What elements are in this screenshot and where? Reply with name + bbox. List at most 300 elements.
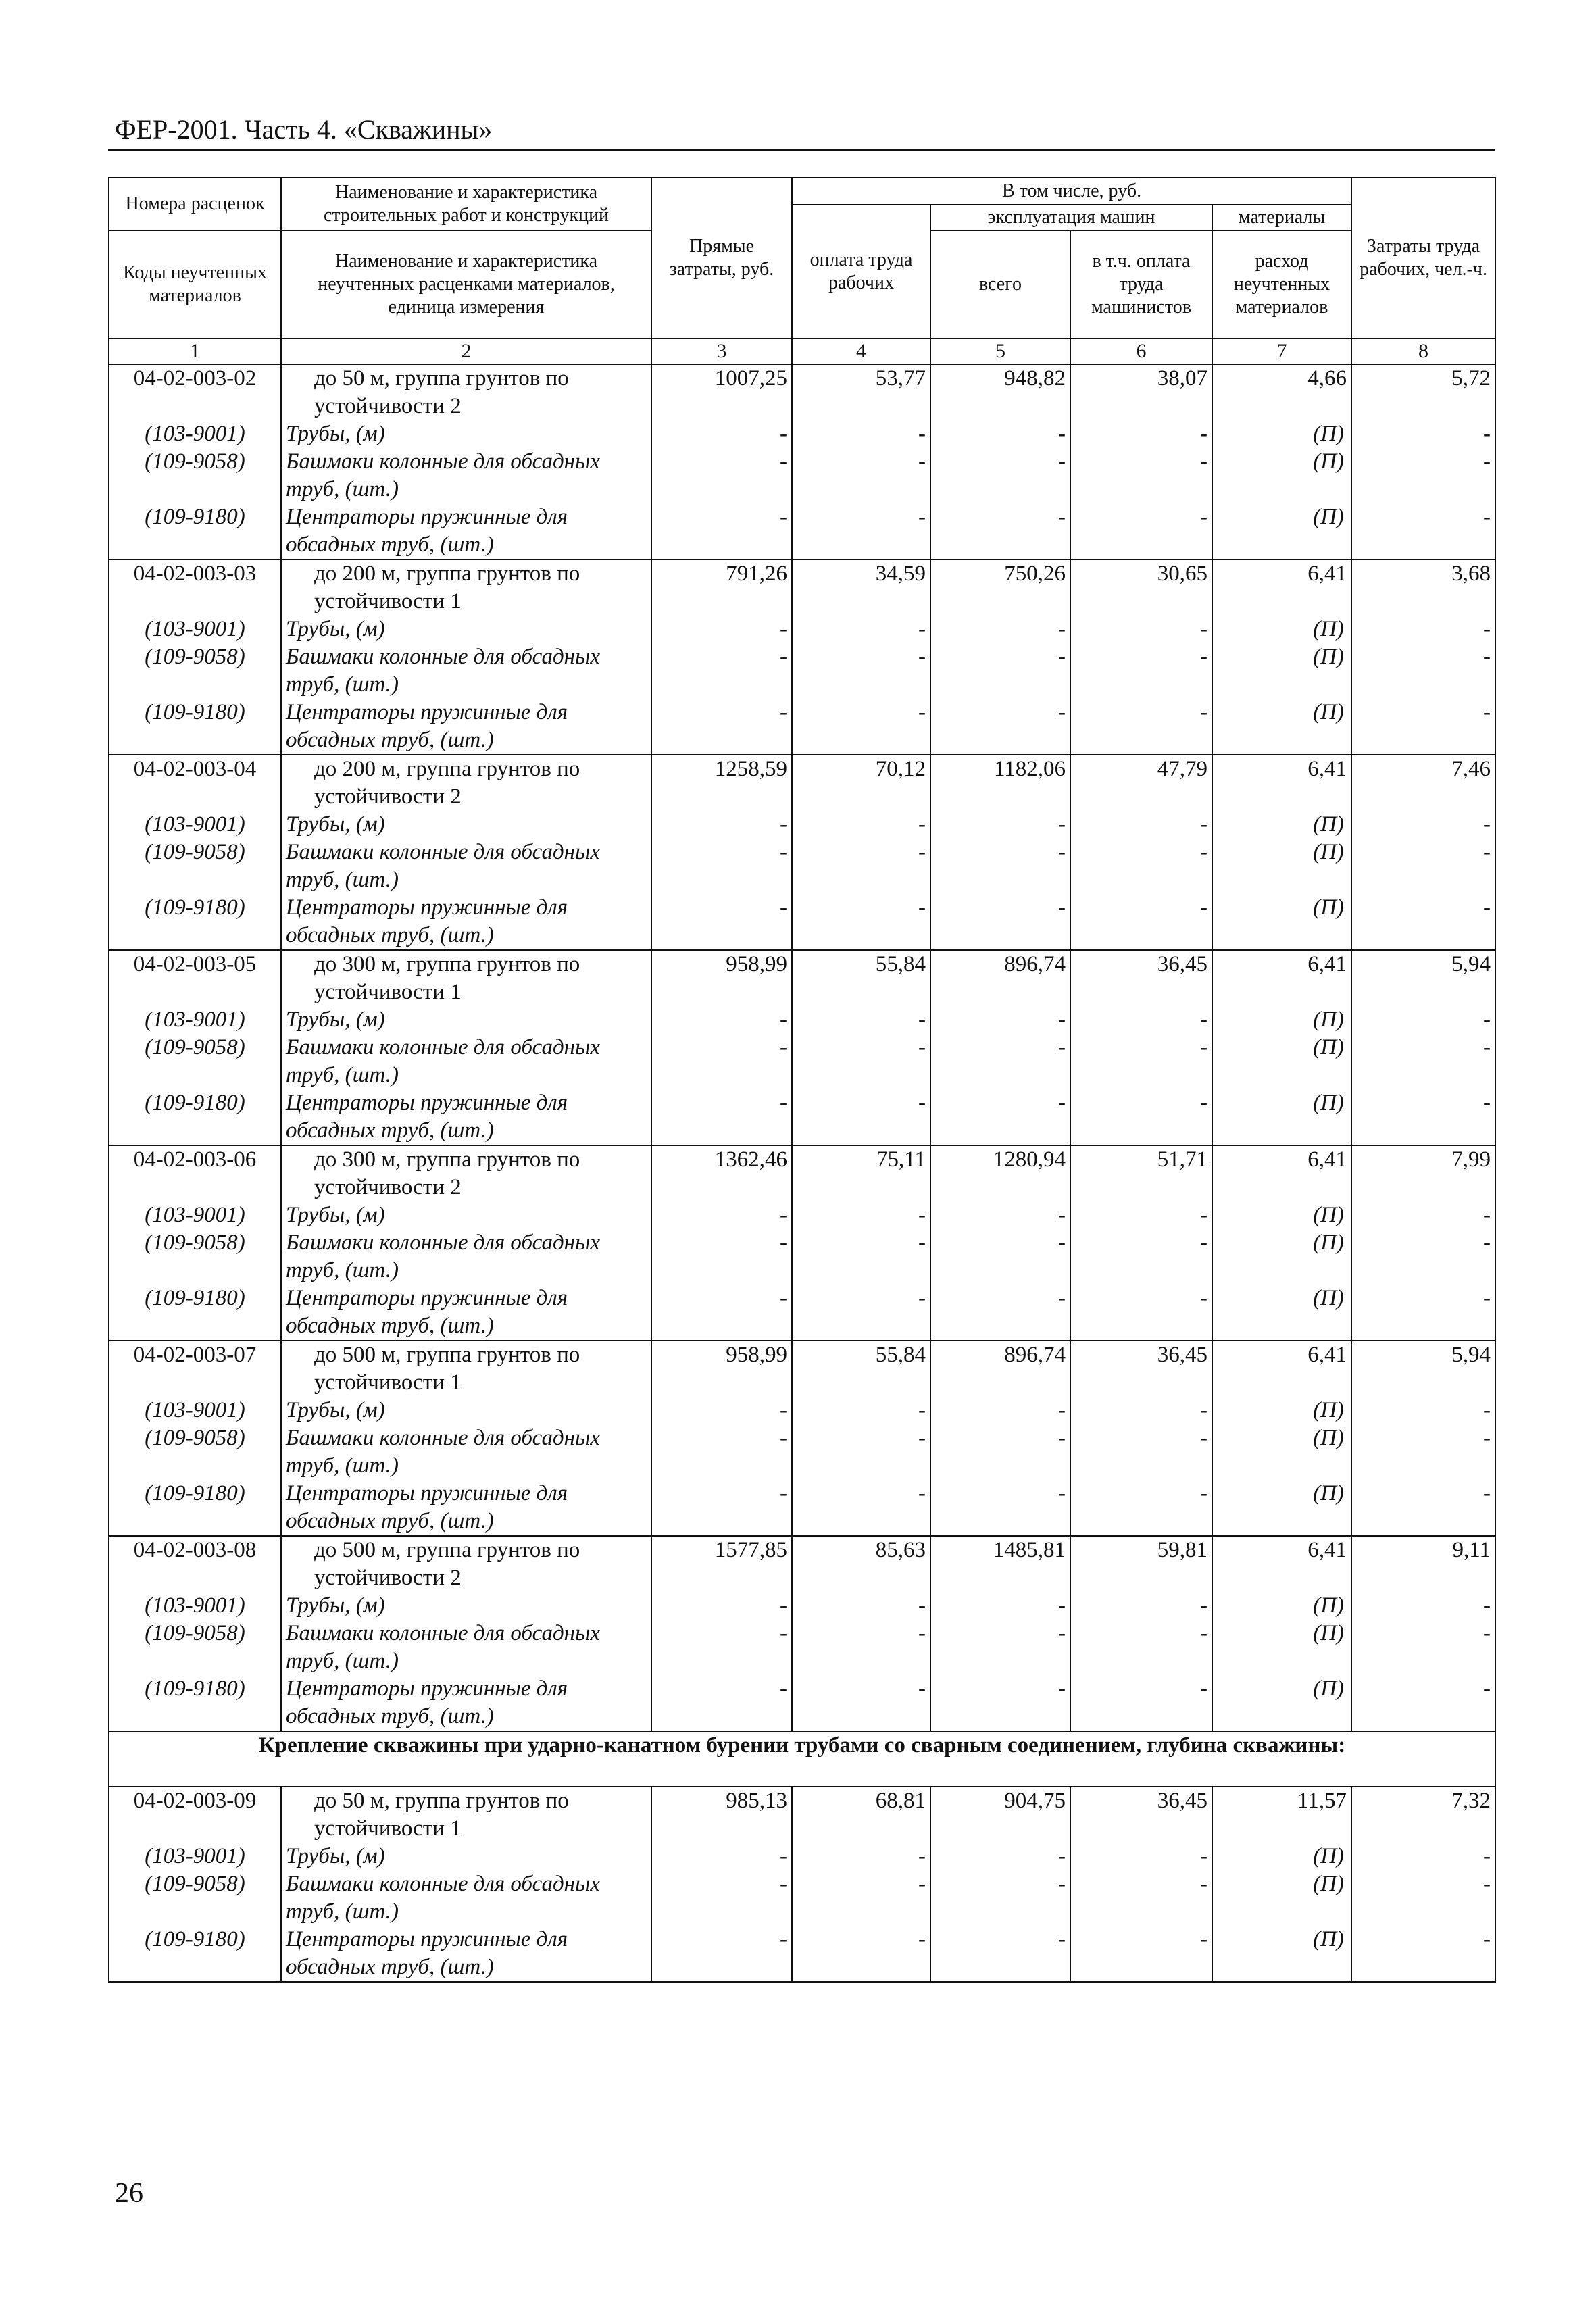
material-code: (103-9001) bbox=[109, 1397, 281, 1424]
worker-pay: 53,77 bbox=[792, 364, 930, 420]
machine-total: 896,74 bbox=[930, 950, 1070, 1006]
table-body bbox=[109, 364, 1495, 1982]
material-mark: (П) bbox=[1212, 1926, 1351, 1982]
rate-row bbox=[109, 950, 1495, 1006]
empty-value: - bbox=[1070, 1285, 1212, 1341]
material-consumption: 6,41 bbox=[1212, 950, 1351, 1006]
material-consumption: 6,41 bbox=[1212, 559, 1351, 616]
machinist-pay: 36,45 bbox=[1070, 1341, 1212, 1397]
empty-value: - bbox=[1070, 448, 1212, 503]
work-name: до 500 м, группа грунтов по устойчивости 1 bbox=[281, 1341, 651, 1397]
empty-value: - bbox=[651, 1480, 792, 1536]
empty-value: - bbox=[651, 1034, 792, 1089]
empty-value: - bbox=[1351, 1397, 1495, 1424]
rate-code: 04-02-003-07 bbox=[109, 1341, 281, 1397]
empty-value: - bbox=[651, 448, 792, 503]
material-row bbox=[109, 1424, 1495, 1480]
material-consumption: 6,41 bbox=[1212, 755, 1351, 811]
section-title-row bbox=[109, 1731, 1495, 1787]
material-code: (109-9180) bbox=[109, 1089, 281, 1145]
empty-value: - bbox=[651, 643, 792, 699]
header-machine-total: всего bbox=[930, 230, 1070, 339]
empty-value: - bbox=[930, 1480, 1070, 1536]
direct-costs: 1577,85 bbox=[651, 1536, 792, 1592]
material-code: (109-9058) bbox=[109, 448, 281, 503]
empty-value: - bbox=[930, 1926, 1070, 1982]
empty-value: - bbox=[651, 1675, 792, 1731]
machinist-pay: 36,45 bbox=[1070, 950, 1212, 1006]
direct-costs: 791,26 bbox=[651, 559, 792, 616]
empty-value: - bbox=[792, 1870, 930, 1926]
column-number-row bbox=[109, 339, 1495, 364]
material-row bbox=[109, 503, 1495, 559]
empty-value: - bbox=[1351, 503, 1495, 559]
header-labor-hours: Затраты труда рабочих, чел.-ч. bbox=[1351, 178, 1495, 339]
worker-pay: 55,84 bbox=[792, 1341, 930, 1397]
empty-value: - bbox=[930, 699, 1070, 755]
material-name: Трубы, (м) bbox=[281, 616, 651, 643]
rate-code: 04-02-003-06 bbox=[109, 1145, 281, 1201]
column-number: 6 bbox=[1070, 339, 1212, 364]
header-material-names: Наименование и характеристика неучтенных расценками материалов, единица измерения bbox=[281, 230, 651, 339]
table-header bbox=[109, 178, 1495, 364]
worker-pay: 68,81 bbox=[792, 1787, 930, 1843]
material-code: (103-9001) bbox=[109, 1592, 281, 1620]
empty-value: - bbox=[792, 1592, 930, 1620]
material-code: (109-9058) bbox=[109, 1034, 281, 1089]
empty-value: - bbox=[930, 1843, 1070, 1870]
empty-value: - bbox=[1070, 1229, 1212, 1285]
empty-value: - bbox=[651, 503, 792, 559]
material-name: Башмаки колонные для обсадных труб, (шт.) bbox=[281, 1229, 651, 1285]
labor-hours: 3,68 bbox=[1351, 559, 1495, 616]
empty-value: - bbox=[1070, 1201, 1212, 1229]
labor-hours: 5,94 bbox=[1351, 1341, 1495, 1397]
empty-value: - bbox=[930, 1006, 1070, 1034]
header-materials: материалы bbox=[1212, 205, 1351, 230]
material-code: (103-9001) bbox=[109, 616, 281, 643]
direct-costs: 1007,25 bbox=[651, 364, 792, 420]
empty-value: - bbox=[930, 1424, 1070, 1480]
empty-value: - bbox=[930, 839, 1070, 894]
material-row bbox=[109, 811, 1495, 839]
empty-value: - bbox=[1070, 616, 1212, 643]
empty-value: - bbox=[1070, 1424, 1212, 1480]
empty-value: - bbox=[792, 1926, 930, 1982]
material-name: Башмаки колонные для обсадных труб, (шт.) bbox=[281, 839, 651, 894]
empty-value: - bbox=[1070, 1870, 1212, 1926]
empty-value: - bbox=[651, 1397, 792, 1424]
rate-code: 04-02-003-04 bbox=[109, 755, 281, 811]
material-mark: (П) bbox=[1212, 1480, 1351, 1536]
empty-value: - bbox=[792, 1620, 930, 1675]
empty-value: - bbox=[792, 1843, 930, 1870]
direct-costs: 958,99 bbox=[651, 950, 792, 1006]
column-number: 1 bbox=[109, 339, 281, 364]
labor-hours: 5,94 bbox=[1351, 950, 1495, 1006]
material-mark: (П) bbox=[1212, 839, 1351, 894]
header-direct-costs: Прямые затраты, руб. bbox=[651, 178, 792, 339]
section-title: Крепление скважины при ударно-канатном бурении трубами со сварным соединением, глубина скважины: bbox=[109, 1731, 1495, 1787]
machinist-pay: 38,07 bbox=[1070, 364, 1212, 420]
header-rate-numbers: Номера расценок bbox=[109, 178, 281, 230]
rate-row bbox=[109, 1341, 1495, 1397]
material-mark: (П) bbox=[1212, 1424, 1351, 1480]
material-row bbox=[109, 839, 1495, 894]
material-name: Трубы, (м) bbox=[281, 1201, 651, 1229]
material-mark: (П) bbox=[1212, 699, 1351, 755]
column-number: 7 bbox=[1212, 339, 1351, 364]
page-number: 26 bbox=[115, 2178, 143, 2209]
material-name: Трубы, (м) bbox=[281, 811, 651, 839]
work-name: до 50 м, группа грунтов по устойчивости 2 bbox=[281, 364, 651, 420]
empty-value: - bbox=[651, 1285, 792, 1341]
material-row bbox=[109, 1480, 1495, 1536]
material-code: (109-9180) bbox=[109, 894, 281, 950]
column-number: 3 bbox=[651, 339, 792, 364]
empty-value: - bbox=[792, 1089, 930, 1145]
material-code: (109-9058) bbox=[109, 1620, 281, 1675]
material-code: (109-9058) bbox=[109, 643, 281, 699]
empty-value: - bbox=[1351, 699, 1495, 755]
material-name: Центраторы пружинные для обсадных труб, (шт.) bbox=[281, 1089, 651, 1145]
empty-value: - bbox=[1351, 1843, 1495, 1870]
empty-value: - bbox=[651, 1229, 792, 1285]
empty-value: - bbox=[651, 894, 792, 950]
empty-value: - bbox=[1070, 1926, 1212, 1982]
direct-costs: 1362,46 bbox=[651, 1145, 792, 1201]
material-name: Башмаки колонные для обсадных труб, (шт.) bbox=[281, 1424, 651, 1480]
empty-value: - bbox=[1070, 699, 1212, 755]
header-including: В том числе, руб. bbox=[792, 178, 1351, 205]
material-mark: (П) bbox=[1212, 643, 1351, 699]
material-row bbox=[109, 1397, 1495, 1424]
work-name: до 50 м, группа грунтов по устойчивости 1 bbox=[281, 1787, 651, 1843]
empty-value: - bbox=[1351, 420, 1495, 448]
empty-value: - bbox=[1351, 1592, 1495, 1620]
empty-value: - bbox=[792, 1675, 930, 1731]
rate-row bbox=[109, 1787, 1495, 1843]
empty-value: - bbox=[1351, 1424, 1495, 1480]
material-mark: (П) bbox=[1212, 503, 1351, 559]
empty-value: - bbox=[651, 699, 792, 755]
material-code: (103-9001) bbox=[109, 811, 281, 839]
empty-value: - bbox=[1351, 894, 1495, 950]
machine-total: 948,82 bbox=[930, 364, 1070, 420]
material-name: Центраторы пружинные для обсадных труб, (шт.) bbox=[281, 1285, 651, 1341]
empty-value: - bbox=[651, 1424, 792, 1480]
material-mark: (П) bbox=[1212, 1675, 1351, 1731]
empty-value: - bbox=[930, 1592, 1070, 1620]
empty-value: - bbox=[1351, 643, 1495, 699]
empty-value: - bbox=[1351, 1675, 1495, 1731]
column-number: 8 bbox=[1351, 339, 1495, 364]
empty-value: - bbox=[651, 1592, 792, 1620]
empty-value: - bbox=[792, 894, 930, 950]
machinist-pay: 47,79 bbox=[1070, 755, 1212, 811]
empty-value: - bbox=[651, 1006, 792, 1034]
material-row bbox=[109, 420, 1495, 448]
machine-total: 1280,94 bbox=[930, 1145, 1070, 1201]
material-row bbox=[109, 1870, 1495, 1926]
material-code: (103-9001) bbox=[109, 1843, 281, 1870]
empty-value: - bbox=[1351, 1285, 1495, 1341]
rate-code: 04-02-003-09 bbox=[109, 1787, 281, 1843]
material-code: (103-9001) bbox=[109, 1201, 281, 1229]
empty-value: - bbox=[930, 1870, 1070, 1926]
worker-pay: 70,12 bbox=[792, 755, 930, 811]
material-row bbox=[109, 1843, 1495, 1870]
material-mark: (П) bbox=[1212, 894, 1351, 950]
labor-hours: 7,46 bbox=[1351, 755, 1495, 811]
empty-value: - bbox=[1351, 811, 1495, 839]
material-consumption: 6,41 bbox=[1212, 1341, 1351, 1397]
material-code: (109-9180) bbox=[109, 1926, 281, 1982]
material-mark: (П) bbox=[1212, 616, 1351, 643]
material-code: (109-9058) bbox=[109, 1870, 281, 1926]
empty-value: - bbox=[792, 643, 930, 699]
empty-value: - bbox=[792, 811, 930, 839]
empty-value: - bbox=[792, 503, 930, 559]
empty-value: - bbox=[1070, 1034, 1212, 1089]
empty-value: - bbox=[1351, 1034, 1495, 1089]
machinist-pay: 36,45 bbox=[1070, 1787, 1212, 1843]
material-name: Башмаки колонные для обсадных труб, (шт.) bbox=[281, 643, 651, 699]
material-row bbox=[109, 448, 1495, 503]
empty-value: - bbox=[930, 1397, 1070, 1424]
empty-value: - bbox=[1070, 1592, 1212, 1620]
rate-code: 04-02-003-03 bbox=[109, 559, 281, 616]
empty-value: - bbox=[1351, 1480, 1495, 1536]
worker-pay: 55,84 bbox=[792, 950, 930, 1006]
empty-value: - bbox=[1351, 1006, 1495, 1034]
work-name: до 200 м, группа грунтов по устойчивости 2 bbox=[281, 755, 651, 811]
machine-total: 1485,81 bbox=[930, 1536, 1070, 1592]
empty-value: - bbox=[651, 811, 792, 839]
material-mark: (П) bbox=[1212, 811, 1351, 839]
empty-value: - bbox=[651, 1089, 792, 1145]
material-name: Трубы, (м) bbox=[281, 1843, 651, 1870]
material-name: Башмаки колонные для обсадных труб, (шт.) bbox=[281, 1870, 651, 1926]
worker-pay: 34,59 bbox=[792, 559, 930, 616]
direct-costs: 985,13 bbox=[651, 1787, 792, 1843]
empty-value: - bbox=[1070, 1675, 1212, 1731]
empty-value: - bbox=[1070, 1843, 1212, 1870]
empty-value: - bbox=[1351, 839, 1495, 894]
empty-value: - bbox=[1070, 420, 1212, 448]
material-consumption: 6,41 bbox=[1212, 1536, 1351, 1592]
empty-value: - bbox=[930, 616, 1070, 643]
material-name: Центраторы пружинные для обсадных труб, (шт.) bbox=[281, 1675, 651, 1731]
machine-total: 904,75 bbox=[930, 1787, 1070, 1843]
rate-code: 04-02-003-08 bbox=[109, 1536, 281, 1592]
empty-value: - bbox=[792, 1229, 930, 1285]
empty-value: - bbox=[792, 1285, 930, 1341]
material-name: Центраторы пружинные для обсадных труб, (шт.) bbox=[281, 1480, 651, 1536]
empty-value: - bbox=[792, 1480, 930, 1536]
empty-value: - bbox=[792, 420, 930, 448]
header-work-name: Наименование и характеристика строительных работ и конструкций bbox=[281, 178, 651, 230]
material-consumption: 6,41 bbox=[1212, 1145, 1351, 1201]
material-mark: (П) bbox=[1212, 1089, 1351, 1145]
empty-value: - bbox=[930, 448, 1070, 503]
empty-value: - bbox=[930, 503, 1070, 559]
machinist-pay: 51,71 bbox=[1070, 1145, 1212, 1201]
empty-value: - bbox=[930, 1034, 1070, 1089]
empty-value: - bbox=[1070, 643, 1212, 699]
material-row bbox=[109, 616, 1495, 643]
empty-value: - bbox=[930, 1201, 1070, 1229]
material-name: Трубы, (м) bbox=[281, 1006, 651, 1034]
empty-value: - bbox=[792, 1034, 930, 1089]
material-row bbox=[109, 894, 1495, 950]
empty-value: - bbox=[1351, 1926, 1495, 1982]
material-code: (103-9001) bbox=[109, 420, 281, 448]
rate-row bbox=[109, 1145, 1495, 1201]
material-mark: (П) bbox=[1212, 1620, 1351, 1675]
empty-value: - bbox=[651, 616, 792, 643]
empty-value: - bbox=[930, 420, 1070, 448]
page-header: ФЕР-2001. Часть 4. «Скважины» bbox=[115, 114, 493, 145]
rate-code: 04-02-003-02 bbox=[109, 364, 281, 420]
material-row bbox=[109, 1285, 1495, 1341]
header-machine-operation: эксплуатация машин bbox=[930, 205, 1212, 230]
rate-code: 04-02-003-05 bbox=[109, 950, 281, 1006]
material-name: Трубы, (м) bbox=[281, 1592, 651, 1620]
material-row bbox=[109, 1620, 1495, 1675]
empty-value: - bbox=[1070, 894, 1212, 950]
material-row bbox=[109, 1592, 1495, 1620]
material-mark: (П) bbox=[1212, 1285, 1351, 1341]
rates-table bbox=[108, 177, 1496, 1983]
material-name: Трубы, (м) bbox=[281, 1397, 651, 1424]
direct-costs: 1258,59 bbox=[651, 755, 792, 811]
empty-value: - bbox=[1351, 1870, 1495, 1926]
material-mark: (П) bbox=[1212, 1201, 1351, 1229]
direct-costs: 958,99 bbox=[651, 1341, 792, 1397]
machine-total: 896,74 bbox=[930, 1341, 1070, 1397]
material-row bbox=[109, 1926, 1495, 1982]
empty-value: - bbox=[1070, 811, 1212, 839]
material-name: Центраторы пружинные для обсадных труб, (шт.) bbox=[281, 1926, 651, 1982]
empty-value: - bbox=[1070, 1006, 1212, 1034]
material-code: (109-9058) bbox=[109, 839, 281, 894]
material-name: Башмаки колонные для обсадных труб, (шт.) bbox=[281, 1034, 651, 1089]
material-row bbox=[109, 699, 1495, 755]
machine-total: 750,26 bbox=[930, 559, 1070, 616]
material-mark: (П) bbox=[1212, 448, 1351, 503]
material-mark: (П) bbox=[1212, 1870, 1351, 1926]
empty-value: - bbox=[792, 839, 930, 894]
material-consumption: 4,66 bbox=[1212, 364, 1351, 420]
empty-value: - bbox=[792, 1424, 930, 1480]
labor-hours: 7,32 bbox=[1351, 1787, 1495, 1843]
material-code: (109-9180) bbox=[109, 1285, 281, 1341]
header-worker-pay: оплата труда рабочих bbox=[792, 205, 930, 339]
column-number: 5 bbox=[930, 339, 1070, 364]
labor-hours: 9,11 bbox=[1351, 1536, 1495, 1592]
empty-value: - bbox=[792, 1006, 930, 1034]
material-name: Башмаки колонные для обсадных труб, (шт.) bbox=[281, 1620, 651, 1675]
machine-total: 1182,06 bbox=[930, 755, 1070, 811]
empty-value: - bbox=[1351, 616, 1495, 643]
rate-row bbox=[109, 559, 1495, 616]
empty-value: - bbox=[792, 699, 930, 755]
empty-value: - bbox=[651, 1843, 792, 1870]
column-number: 4 bbox=[792, 339, 930, 364]
work-name: до 300 м, группа грунтов по устойчивости 1 bbox=[281, 950, 651, 1006]
labor-hours: 5,72 bbox=[1351, 364, 1495, 420]
machinist-pay: 59,81 bbox=[1070, 1536, 1212, 1592]
empty-value: - bbox=[1070, 1397, 1212, 1424]
material-name: Центраторы пружинные для обсадных труб, (шт.) bbox=[281, 699, 651, 755]
empty-value: - bbox=[1070, 839, 1212, 894]
empty-value: - bbox=[930, 1229, 1070, 1285]
material-consumption: 11,57 bbox=[1212, 1787, 1351, 1843]
material-name: Башмаки колонные для обсадных труб, (шт.) bbox=[281, 448, 651, 503]
material-mark: (П) bbox=[1212, 420, 1351, 448]
worker-pay: 85,63 bbox=[792, 1536, 930, 1592]
material-name: Центраторы пружинные для обсадных труб, (шт.) bbox=[281, 503, 651, 559]
empty-value: - bbox=[1351, 1620, 1495, 1675]
header-material-codes: Коды неучтенных материалов bbox=[109, 230, 281, 339]
empty-value: - bbox=[1351, 448, 1495, 503]
empty-value: - bbox=[930, 811, 1070, 839]
material-row bbox=[109, 1201, 1495, 1229]
worker-pay: 75,11 bbox=[792, 1145, 930, 1201]
empty-value: - bbox=[930, 1089, 1070, 1145]
material-mark: (П) bbox=[1212, 1006, 1351, 1034]
material-mark: (П) bbox=[1212, 1229, 1351, 1285]
column-number: 2 bbox=[281, 339, 651, 364]
material-code: (109-9180) bbox=[109, 699, 281, 755]
empty-value: - bbox=[651, 420, 792, 448]
material-row bbox=[109, 1089, 1495, 1145]
machinist-pay: 30,65 bbox=[1070, 559, 1212, 616]
material-code: (109-9180) bbox=[109, 1480, 281, 1536]
empty-value: - bbox=[930, 643, 1070, 699]
header-material-consumption: расход неучтенных материалов bbox=[1212, 230, 1351, 339]
empty-value: - bbox=[930, 1675, 1070, 1731]
empty-value: - bbox=[792, 1397, 930, 1424]
empty-value: - bbox=[1070, 1480, 1212, 1536]
empty-value: - bbox=[1351, 1201, 1495, 1229]
material-name: Центраторы пружинные для обсадных труб, (шт.) bbox=[281, 894, 651, 950]
material-row bbox=[109, 1006, 1495, 1034]
material-mark: (П) bbox=[1212, 1592, 1351, 1620]
empty-value: - bbox=[651, 839, 792, 894]
material-code: (109-9058) bbox=[109, 1229, 281, 1285]
empty-value: - bbox=[1070, 1089, 1212, 1145]
empty-value: - bbox=[930, 1620, 1070, 1675]
rate-row bbox=[109, 755, 1495, 811]
material-code: (109-9180) bbox=[109, 503, 281, 559]
material-mark: (П) bbox=[1212, 1397, 1351, 1424]
empty-value: - bbox=[651, 1926, 792, 1982]
work-name: до 500 м, группа грунтов по устойчивости 2 bbox=[281, 1536, 651, 1592]
material-row bbox=[109, 1675, 1495, 1731]
material-code: (109-9058) bbox=[109, 1424, 281, 1480]
labor-hours: 7,99 bbox=[1351, 1145, 1495, 1201]
empty-value: - bbox=[930, 1285, 1070, 1341]
material-row bbox=[109, 1229, 1495, 1285]
empty-value: - bbox=[651, 1870, 792, 1926]
empty-value: - bbox=[792, 1201, 930, 1229]
material-row bbox=[109, 643, 1495, 699]
material-code: (109-9180) bbox=[109, 1675, 281, 1731]
empty-value: - bbox=[1351, 1089, 1495, 1145]
empty-value: - bbox=[1070, 503, 1212, 559]
